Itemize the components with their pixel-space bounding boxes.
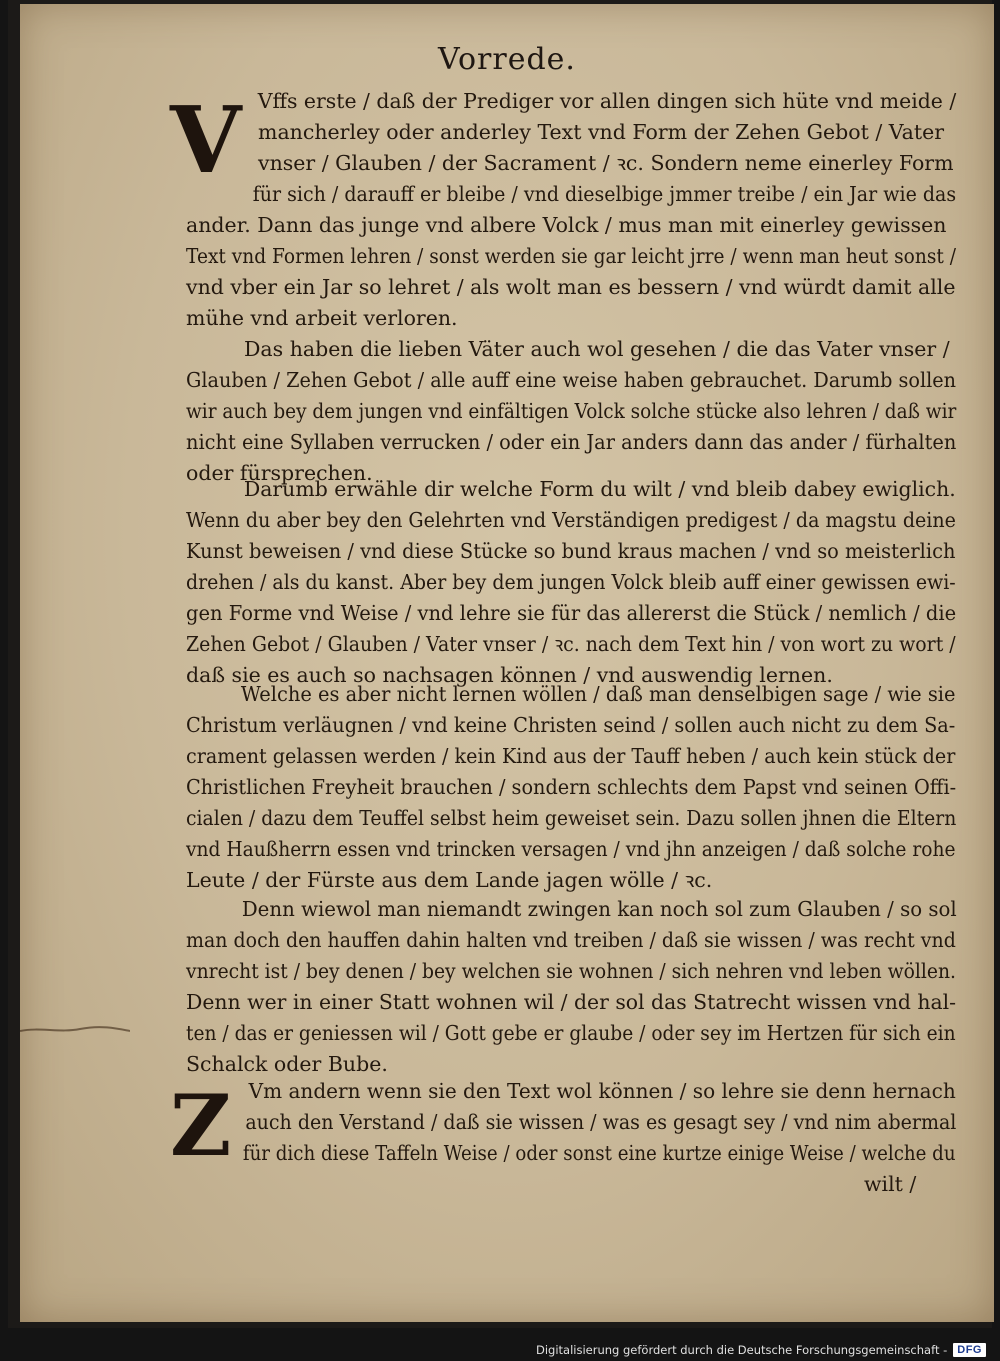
drop-cap-initial: Z	[170, 1076, 232, 1175]
text-line: Denn wiewol man niemandt zwingen kan noch sol zum Glauben / so sol	[241, 897, 957, 921]
text-line: Text vnd Formen lehren / sonst werden sie gar leicht jrre / wenn man heut sonst /	[186, 244, 956, 268]
text-line: wir auch bey dem jungen vnd einfältigen Volck solche stücke also lehren / daß wir	[186, 399, 957, 423]
dfg-logo: DFG	[953, 1343, 986, 1357]
text-line: ten / das er geniessen wil / Gott gebe er glaube / oder sey im Hertzen für sich ein	[186, 1021, 956, 1045]
text-line: auch den Verstand / daß sie wissen / was es gesagt sey / vnd nim abermal	[245, 1110, 957, 1134]
text-line: vnser / Glauben / der Sacrament / ꝛc. Sondern neme einerley Form	[258, 151, 954, 175]
text-line: vnd vber ein Jar so lehret / als wolt man es bessern / vnd würdt damit alle	[186, 275, 956, 299]
text-line: Christum verläugnen / vnd keine Christen seind / sollen auch nicht zu dem Sa-	[186, 713, 956, 737]
paragraph	[186, 894, 956, 1080]
text-line: Wenn du aber bey den Gelehrten vnd Verständigen predigest / da magstu deine	[186, 508, 956, 532]
text-line: cialen / dazu dem Teuffel selbst heim geweiset sein. Dazu sollen jhnen die Eltern	[186, 806, 957, 830]
text-line: ander. Dann das junge vnd albere Volck / mus man mit einerley gewissen	[186, 213, 947, 237]
text-line: Zehen Gebot / Glauben / Vater vnser / ꝛc. nach dem Text hin / von wort zu wort /	[186, 632, 956, 656]
text-line: Vffs erste / daß der Prediger vor allen dingen sich hüte vnd meide /	[257, 89, 957, 113]
text-line: vnd Haußherrn essen vnd trincken versagen / vnd jhn anzeigen / daß solche rohe	[186, 837, 956, 861]
text-line: crament gelassen werden / kein Kind aus der Tauff heben / auch kein stück der	[186, 744, 956, 768]
text-line: Christlichen Freyheit brauchen / sondern schlechts dem Papst vnd seinen Offi-	[186, 775, 957, 799]
paragraph	[186, 474, 956, 691]
paragraph	[186, 86, 956, 334]
text-line: für dich diese Taffeln Weise / oder sonst eine kurtze einige Weise / welche du	[242, 1141, 956, 1165]
paragraph	[186, 679, 956, 896]
text-line: Kunst beweisen / vnd diese Stücke so bund kraus machen / vnd so meisterlich	[186, 539, 956, 563]
scan-background	[8, 0, 992, 1328]
text-line: Welche es aber nicht lernen wöllen / daß man denselbigen sage / wie sie	[240, 682, 956, 706]
footer-bar	[0, 1338, 1000, 1361]
text-line: Vm andern wenn sie den Text wol können / so lehre sie denn hernach	[248, 1079, 956, 1103]
text-line: gen Forme vnd Weise / vnd lehre sie für das allererst die Stück / nemlich / die	[186, 601, 957, 625]
text-line: mühe vnd arbeit verloren.	[186, 306, 458, 330]
book-page	[20, 4, 994, 1322]
ink-stain	[20, 1019, 130, 1041]
text-line: Glauben / Zehen Gebot / alle auff eine weise haben gebrauchet. Darumb sollen	[186, 368, 957, 392]
paragraph	[186, 334, 956, 489]
text-line: oder fürsprechen.	[186, 461, 373, 485]
footer-credit: Digitalisierung gefördert durch die Deutsche Forschungsgemeinschaft -	[535, 1342, 948, 1357]
text-line: Denn wer in einer Statt wohnen wil / der sol das Statrecht wissen vnd hal-	[186, 990, 957, 1014]
text-line: man doch den hauffen dahin halten vnd treiben / daß sie wissen / was recht vnd	[186, 928, 956, 952]
text-line: Darumb erwähle dir welche Form du wilt / vnd bleib dabey ewiglich.	[243, 477, 956, 501]
text-line: für sich / darauff er bleibe / vnd dieselbige jmmer treibe / ein Jar wie das	[252, 182, 957, 206]
text-line: drehen / als du kanst. Aber bey dem jungen Volck bleib auff einer gewissen ewi-	[186, 570, 956, 594]
text-line: vnrecht ist / bey denen / bey welchen sie wohnen / sich nehren vnd leben wöllen.	[186, 959, 956, 983]
text-line: mancherley oder anderley Text vnd Form der Zehen Gebot / Vater	[258, 120, 945, 144]
text-line: wilt /	[864, 1172, 917, 1196]
text-line: Leute / der Fürste aus dem Lande jagen wölle / ꝛc.	[186, 868, 713, 892]
text-line: Das haben die lieben Väter auch wol gesehen / die das Vater vnser /	[244, 337, 950, 361]
text-line: nicht eine Syllaben verrucken / oder ein Jar anders dann das ander / fürhalten	[186, 430, 957, 454]
drop-cap-initial: V	[170, 86, 242, 194]
text-line: daß sie es auch so nachsagen können / vnd auswendig lernen.	[186, 663, 833, 687]
text-line: Schalck oder Bube.	[186, 1052, 388, 1076]
running-head: Vorrede.	[438, 42, 576, 77]
paragraph	[186, 1076, 956, 1200]
